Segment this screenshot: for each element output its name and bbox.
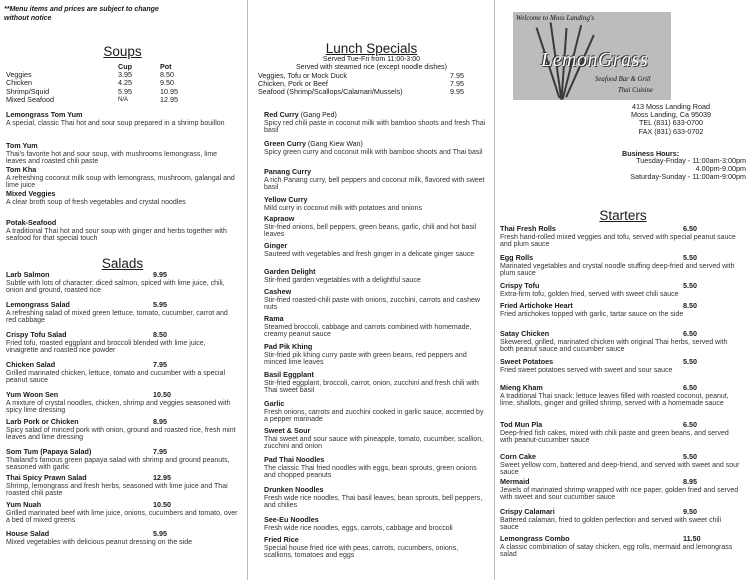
item-name: Basil Eggplant bbox=[264, 370, 314, 379]
column-starters bbox=[496, 0, 750, 580]
item-price: 6.50 bbox=[683, 224, 697, 233]
item-name: Garlic bbox=[264, 399, 285, 408]
restaurant-address bbox=[611, 103, 731, 136]
item-desc: Fresh wide rice noodles, Thai basil leaves, bean sprouts, bell peppers, and chilies bbox=[264, 494, 483, 510]
column-divider bbox=[247, 0, 248, 580]
item-price: 8.95 bbox=[153, 417, 167, 426]
lunch-item bbox=[264, 242, 488, 258]
column-lunch-specials bbox=[250, 0, 493, 580]
item-desc: Steamed broccoli, cabbage and carrots combined with homemade, creamy peanut sauce bbox=[264, 323, 472, 339]
row-name: Shrimp/Squid bbox=[6, 86, 50, 96]
item-desc: Special house fried rice with peas, carrots, cucumbers, onions, scallions, tomatoes and eggs bbox=[264, 544, 459, 560]
soup-item bbox=[6, 190, 238, 206]
item-desc: Thai sweet and sour sauce with pineapple, tomato, cucumber, scallion, zucchini and onion bbox=[264, 435, 484, 451]
item-subname: (Gang Ped) bbox=[298, 112, 337, 119]
option-price: 7.95 bbox=[450, 71, 464, 80]
item-desc: Skewered, grilled, marinated chicken with original Thai herbs, served with both peanut sauce and cucumber sauce bbox=[500, 338, 728, 354]
lunch-protein-table bbox=[258, 72, 486, 97]
lunch-item bbox=[264, 140, 488, 156]
item-price: 6.50 bbox=[683, 383, 697, 392]
item-name: Lemongrass Tom Yum bbox=[6, 110, 83, 119]
lunch-item bbox=[264, 196, 488, 212]
soup-item bbox=[6, 219, 238, 243]
address-line: Moss Landing, Ca 95039 bbox=[631, 110, 711, 120]
item-name: Satay Chicken bbox=[500, 329, 550, 338]
item-name: Ginger bbox=[264, 241, 288, 250]
row-cup: 5.95 bbox=[118, 86, 132, 96]
item-name: Thai Fresh Rolls bbox=[500, 224, 556, 233]
item-name: See-Eu Noodles bbox=[264, 515, 319, 524]
price-notice bbox=[4, 6, 159, 23]
item-desc: Battered calamari, fried to golden perfection and served with sweet chili sauce bbox=[500, 516, 722, 532]
item-desc: Stir-fried roasted-chili paste with onions, zucchini, carrots and cashew nuts bbox=[264, 296, 480, 312]
item-name: Corn Cake bbox=[500, 452, 536, 461]
cup-header: Cup bbox=[118, 62, 132, 71]
item-desc: Spicy red chili paste in coconut milk with bamboo shoots and fresh Thai basil bbox=[264, 119, 486, 135]
item-name: Som Tum (Papaya Salad) bbox=[6, 447, 92, 456]
item-name: Fried Rice bbox=[264, 535, 299, 544]
salad-item bbox=[6, 331, 238, 355]
item-name: Mieng Kham bbox=[500, 383, 543, 392]
item-desc: Grilled marinated beef with lime juice, onions, cucumbers and tomato, over a bed of mixed greens bbox=[6, 509, 238, 525]
item-desc: Stir-fried onions, bell peppers, green beans, garlic, chili and hot basil leaves bbox=[264, 223, 477, 239]
item-name: Garden Delight bbox=[264, 267, 316, 276]
item-name: Crispy Calamari bbox=[500, 507, 555, 516]
item-desc: Spicy green curry and coconut milk with bamboo shoots and Thai basil bbox=[264, 148, 483, 156]
table-row bbox=[258, 88, 486, 96]
item-name: Mermaid bbox=[500, 477, 530, 486]
item-price: 6.50 bbox=[683, 420, 697, 429]
soup-item bbox=[6, 142, 238, 166]
item-price: 5.95 bbox=[153, 529, 167, 538]
item-desc: Fried sweet potatoes served with sweet and sour sauce bbox=[500, 366, 673, 374]
item-name: Crispy Tofu Salad bbox=[6, 330, 67, 339]
welcome-text: Welcome to Moss Landing's bbox=[516, 14, 595, 22]
salad-item bbox=[6, 361, 238, 385]
option-price: 7.95 bbox=[450, 79, 464, 89]
row-pot: 10.95 bbox=[160, 86, 178, 96]
lunch-item bbox=[264, 456, 488, 480]
row-cup: 3.95 bbox=[118, 70, 132, 80]
starter-item bbox=[500, 358, 740, 374]
item-desc: A classic combination of satay chicken, egg rolls, mermaid and lemongrass salad bbox=[500, 543, 733, 559]
item-desc: Thailand's famous green papaya salad with shrimp and ground peanuts, seasoned with garlic bbox=[6, 456, 230, 472]
subtitle-line: Served Tue-Fri from 11:00-3:00 bbox=[322, 56, 421, 63]
item-name: Drunken Noodles bbox=[264, 485, 324, 494]
starter-item bbox=[500, 421, 740, 445]
item-name: Larb Pork or Chicken bbox=[6, 417, 79, 426]
soups-price-table bbox=[6, 63, 236, 104]
item-name: Thai Spicy Prawn Salad bbox=[6, 473, 87, 482]
item-name: Chicken Salad bbox=[6, 360, 56, 369]
item-desc: Jewels of marinated shrimp wrapped with rice paper, golden fried and served with sweet and sour cucumber sauce bbox=[500, 486, 739, 502]
item-desc: Stir-fried garden vegetables with a delightful sauce bbox=[264, 276, 421, 284]
restaurant-logo bbox=[513, 12, 671, 100]
hours-title: Business Hours: bbox=[622, 149, 680, 158]
salads-title: Salads bbox=[101, 256, 144, 271]
item-price: 8.50 bbox=[153, 330, 167, 339]
item-desc: Fresh onions, carrots and zucchini cooked in garlic sauce, accented by a pepper marinade bbox=[264, 408, 484, 424]
lunch-item bbox=[264, 268, 488, 284]
item-desc: Sauteed with vegetables and fresh ginger in a delicate ginger sauce bbox=[264, 250, 475, 258]
item-price: 5.50 bbox=[683, 253, 697, 262]
salad-item bbox=[6, 448, 238, 472]
lunch-item bbox=[264, 371, 488, 395]
item-name: Sweet Potatoes bbox=[500, 357, 554, 366]
option-name: Seafood (Shrimp/Scallops/Calamari/Mussels) bbox=[258, 87, 403, 97]
item-name: Rama bbox=[264, 314, 284, 323]
item-desc: Grilled marinated chicken, lettuce, tomato and cucumber with a special peanut sauce bbox=[6, 369, 226, 385]
item-desc: Thai's favorite hot and sour soup, with mushrooms lemongrass, lime leaves and roasted chili paste bbox=[6, 150, 218, 166]
soups-title: Soups bbox=[103, 44, 142, 59]
item-price: 5.50 bbox=[683, 357, 697, 366]
item-name: Yum Nuah bbox=[6, 500, 42, 509]
item-desc: Sweet yellow corn, battered and deep-friend, and served with sweet and sour sauce bbox=[500, 461, 740, 477]
item-desc: Deep-fried fish cakes, mixed with chili paste and green beans, and served with peanut-cucumber sauce bbox=[500, 429, 729, 445]
row-name: Chicken bbox=[6, 78, 32, 88]
item-desc: Shrimp, lemongrass and fresh herbs, seasoned with lime juice and Thai roasted chili paste bbox=[6, 482, 228, 498]
lunch-item bbox=[264, 536, 488, 560]
item-name: Lemongrass Combo bbox=[500, 534, 570, 543]
item-price: 9.95 bbox=[153, 270, 167, 279]
tagline-cuisine: Thai Cuisine bbox=[618, 87, 653, 94]
business-hours bbox=[586, 157, 746, 182]
table-row bbox=[6, 96, 236, 104]
notice-line: **Menu items and prices are subject to change bbox=[4, 6, 159, 13]
item-name: Cashew bbox=[264, 287, 292, 296]
item-name: Yellow Curry bbox=[264, 195, 308, 204]
row-cup: N/A bbox=[118, 96, 129, 103]
item-desc: Fried artichokes topped with garlic, tartar sauce on the side bbox=[500, 310, 684, 318]
restaurant-name: LemonGrass bbox=[541, 49, 649, 71]
row-name: Mixed Seafood bbox=[6, 94, 54, 104]
item-desc: A rich Panang curry, bell peppers and coconut milk, flavored with sweet basil bbox=[264, 176, 485, 192]
fax-number: FAX (831) 633-0702 bbox=[638, 126, 704, 136]
item-name: Fried Artichoke Heart bbox=[500, 301, 573, 310]
item-name: Panang Curry bbox=[264, 167, 312, 176]
item-name: Pad Pik Khing bbox=[264, 342, 313, 351]
item-name: House Salad bbox=[6, 529, 50, 538]
item-desc: Fried tofu, roasted eggplant and broccoli blended with lime juice, vinaigrette and roasted rice powder bbox=[6, 339, 206, 355]
salad-item bbox=[6, 501, 238, 525]
item-desc: Fresh wide rice noodles, eggs, carrots, cabbage and broccoli bbox=[264, 524, 453, 532]
item-desc: A refreshing salad of mixed green lettuce, tomato, cucumber, carrot and red cabbage bbox=[6, 309, 228, 325]
lunch-item bbox=[264, 215, 488, 239]
option-name: Chicken, Pork or Beef bbox=[258, 79, 328, 89]
item-name: Mixed Veggies bbox=[6, 189, 56, 198]
salad-item bbox=[6, 301, 238, 325]
item-price: 10.50 bbox=[153, 500, 171, 509]
lunch-subtitle bbox=[250, 56, 493, 71]
starter-item bbox=[500, 384, 740, 408]
soup-item bbox=[6, 111, 238, 127]
item-name: Green Curry bbox=[264, 139, 306, 148]
starter-item bbox=[500, 282, 740, 298]
item-desc: A refreshing coconut milk soup with lemongrass, mushroom, galangal and lime juice bbox=[6, 174, 235, 190]
salad-item bbox=[6, 391, 238, 415]
item-desc: A clear broth soup of fresh vegetables and crystal noodles bbox=[6, 198, 186, 206]
lunch-item bbox=[264, 111, 488, 135]
lunch-item bbox=[264, 343, 488, 367]
notice-line: without notice bbox=[4, 14, 52, 22]
item-desc: Marinated vegetables and crystal noodle stuffing deep-fried and served with plum sauce bbox=[500, 262, 735, 278]
item-desc: The classic Thai fried noodles with eggs, bean sprouts, green onions and chopped peanuts bbox=[264, 464, 477, 480]
starter-item bbox=[500, 535, 740, 559]
item-desc: Mixed vegetables with delicious peanut dressing on the side bbox=[6, 538, 193, 546]
item-price: 7.95 bbox=[153, 360, 167, 369]
item-desc: Fresh hand-rolled mixed veggies and tofu, served with special peanut sauce and plum sauce bbox=[500, 233, 736, 249]
hours-line: Saturday-Sunday - 11:00am-9:00pm bbox=[630, 172, 746, 182]
starter-item bbox=[500, 254, 740, 278]
item-price: 8.95 bbox=[683, 477, 697, 486]
item-name: Larb Salmon bbox=[6, 270, 50, 279]
lunch-item bbox=[264, 400, 488, 424]
item-name: Tod Mun Pla bbox=[500, 420, 543, 429]
hours-line: 4.00pm-9.00pm bbox=[695, 164, 746, 174]
lunch-title: Lunch Specials bbox=[325, 41, 418, 56]
starters-title: Starters bbox=[599, 208, 647, 223]
lunch-item bbox=[264, 486, 488, 510]
pot-header: Pot bbox=[160, 62, 172, 71]
item-name: Potak-Seafood bbox=[6, 218, 57, 227]
address-line: 413 Moss Landing Road bbox=[632, 102, 710, 111]
item-price: 5.95 bbox=[153, 300, 167, 309]
starter-item bbox=[500, 478, 740, 502]
starter-item bbox=[500, 302, 740, 318]
item-subname: (Gang Kiew Wan) bbox=[305, 141, 363, 148]
salad-item bbox=[6, 530, 238, 546]
item-name: Tom Kha bbox=[6, 165, 37, 174]
starter-item bbox=[500, 225, 740, 249]
subtitle-line: Served with steamed rice (except noodle dishes) bbox=[296, 63, 447, 71]
row-name: Veggies bbox=[6, 70, 32, 80]
item-desc: Stir-fried pik khing curry paste with green beans, red peppers and minced lime leaves bbox=[264, 351, 467, 367]
lunch-item bbox=[264, 288, 488, 312]
starter-item bbox=[500, 330, 740, 354]
item-name: Red Curry bbox=[264, 110, 299, 119]
tagline-seafood: Seafood Bar & Grill bbox=[595, 76, 651, 83]
item-price: 5.50 bbox=[683, 452, 697, 461]
option-name: Veggies, Tofu or Mock Duck bbox=[258, 71, 347, 80]
item-price: 5.50 bbox=[683, 281, 697, 290]
item-name: Egg Rolls bbox=[500, 253, 534, 262]
item-desc: A traditional Thai hot and sour soup with ginger and herbs together with seafood for that special touch bbox=[6, 227, 227, 243]
phone-number: TEL (831) 633-0700 bbox=[638, 118, 704, 128]
item-desc: Subtle with lots of character: diced salmon, spiced with lime juice, chili, onion and ground, roasted rice bbox=[6, 279, 225, 295]
salad-item bbox=[6, 474, 238, 498]
item-desc: Stir-fried eggplant, broccoli, carrot, onion, zucchini and fresh chili with Thai sweet basil bbox=[264, 379, 479, 395]
item-price: 8.50 bbox=[683, 301, 697, 310]
item-desc: Mild curry in coconut milk with potatoes and onions bbox=[264, 204, 422, 212]
item-desc: A mixture of crystal noodles, chicken, shrimp and veggies seasoned with spicy lime dressing bbox=[6, 399, 231, 415]
item-name: Sweet & Sour bbox=[264, 426, 311, 435]
row-pot: 9.50 bbox=[160, 78, 174, 88]
hours-line: Tuesday-Friday - 11:00am-3:00pm bbox=[636, 156, 746, 165]
item-price: 10.50 bbox=[153, 390, 171, 399]
item-price: 9.50 bbox=[683, 507, 697, 516]
lunch-item bbox=[264, 427, 488, 451]
item-name: Lemongrass Salad bbox=[6, 300, 70, 309]
lunch-item bbox=[264, 315, 488, 339]
lunch-item bbox=[264, 516, 488, 532]
row-cup: 4.25 bbox=[118, 78, 132, 88]
soup-item bbox=[6, 166, 238, 190]
row-pot: 8.50 bbox=[160, 70, 174, 80]
item-name: Pad Thai Noodles bbox=[264, 455, 325, 464]
column-divider bbox=[494, 0, 495, 580]
item-price: 6.50 bbox=[683, 329, 697, 338]
item-price: 12.95 bbox=[153, 473, 171, 482]
item-name: Yum Woon Sen bbox=[6, 390, 59, 399]
salad-item bbox=[6, 418, 238, 442]
column-soups-salads bbox=[0, 0, 245, 580]
item-desc: Spicy salad of minced pork with onion, ground and roasted rice, fresh mint leaves and lime dressing bbox=[6, 426, 236, 442]
option-price: 9.95 bbox=[450, 87, 464, 97]
item-price: 7.95 bbox=[153, 447, 167, 456]
lunch-item bbox=[264, 168, 488, 192]
item-name: Kapraow bbox=[264, 214, 295, 223]
item-name: Crispy Tofu bbox=[500, 281, 540, 290]
item-price: 11.50 bbox=[683, 534, 701, 543]
starter-item bbox=[500, 508, 740, 532]
item-desc: Extra-firm tofu, golden fried, served with sweet chili sauce bbox=[500, 290, 679, 298]
salad-item bbox=[6, 271, 238, 295]
row-pot: 12.95 bbox=[160, 94, 178, 104]
item-desc: A special, classic Thai hot and sour soup prepared in a shrimp bouillon bbox=[6, 119, 225, 127]
item-name: Tom Yum bbox=[6, 141, 38, 150]
starter-item bbox=[500, 453, 740, 477]
item-desc: A traditional Thai snack: lettuce leaves filled with roasted coconut, peanut, lime, shallots, ginger and grilled shrimp, served with a homemade sauce bbox=[500, 392, 729, 408]
